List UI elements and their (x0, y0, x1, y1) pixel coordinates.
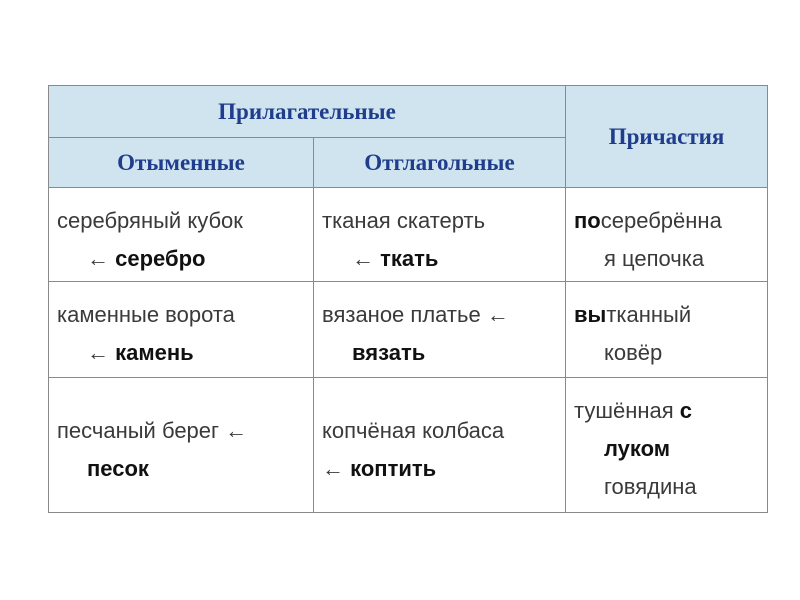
header-adjectives: Прилагательные (49, 86, 566, 138)
cell-participle (566, 378, 768, 513)
arrow-left-icon: ← (225, 418, 248, 443)
arrow-left-icon: ← (322, 456, 344, 481)
word-rest: серебрённа (600, 208, 722, 233)
grammar-table (48, 85, 768, 513)
table-row (49, 378, 768, 513)
cell-deverbal (314, 378, 566, 513)
word-rest: тканный (606, 302, 692, 327)
participle-word: тушённая (574, 398, 674, 423)
participle-line2: ковёр (604, 340, 663, 365)
participle-line2: луком (604, 436, 671, 461)
cell-denominal (49, 188, 314, 282)
preposition: с (679, 398, 693, 423)
cell-deverbal (314, 188, 566, 282)
header-denominal: Отыменные (49, 138, 314, 188)
header-participles: Причастия (566, 86, 768, 188)
cell-denominal (49, 378, 314, 513)
root-word: серебро (115, 246, 206, 271)
participle-line1 (574, 208, 722, 233)
root-word: вязать (352, 340, 426, 365)
example-phrase: каменные ворота (57, 302, 235, 327)
participle-line2: я цепочка (604, 246, 705, 271)
example-phrase: вязаное платье (322, 302, 481, 327)
participle-line1 (574, 398, 692, 423)
root-word: камень (115, 340, 194, 365)
example-phrase: копчёная колбаса (322, 418, 505, 443)
root-word: ткать (380, 246, 439, 271)
root-word: песок (87, 456, 149, 481)
cell-participle (566, 282, 768, 378)
arrow-left-icon: ← (352, 246, 374, 271)
cell-deverbal (314, 282, 566, 378)
arrow-left-icon: ← (87, 340, 109, 365)
cell-denominal (49, 282, 314, 378)
participle-line1 (574, 302, 691, 327)
derivation (57, 450, 313, 488)
derivation (57, 334, 313, 372)
example-phrase: песчаный берег (57, 418, 220, 443)
example-phrase: тканая скатерть (322, 208, 486, 233)
participle-line3: говядина (604, 474, 697, 499)
derivation (322, 240, 565, 278)
prefix: вы (574, 302, 607, 327)
arrow-left-icon: ← (486, 302, 509, 327)
derivation (322, 334, 565, 372)
derivation (322, 450, 565, 488)
table-row (49, 188, 768, 282)
arrow-left-icon: ← (87, 246, 109, 271)
derivation (57, 240, 313, 278)
example-phrase: серебряный кубок (57, 208, 243, 233)
table-row (49, 282, 768, 378)
root-word: коптить (350, 456, 437, 481)
header-deverbal: Отглагольные (314, 138, 566, 188)
cell-participle (566, 188, 768, 282)
prefix: по (574, 208, 601, 233)
